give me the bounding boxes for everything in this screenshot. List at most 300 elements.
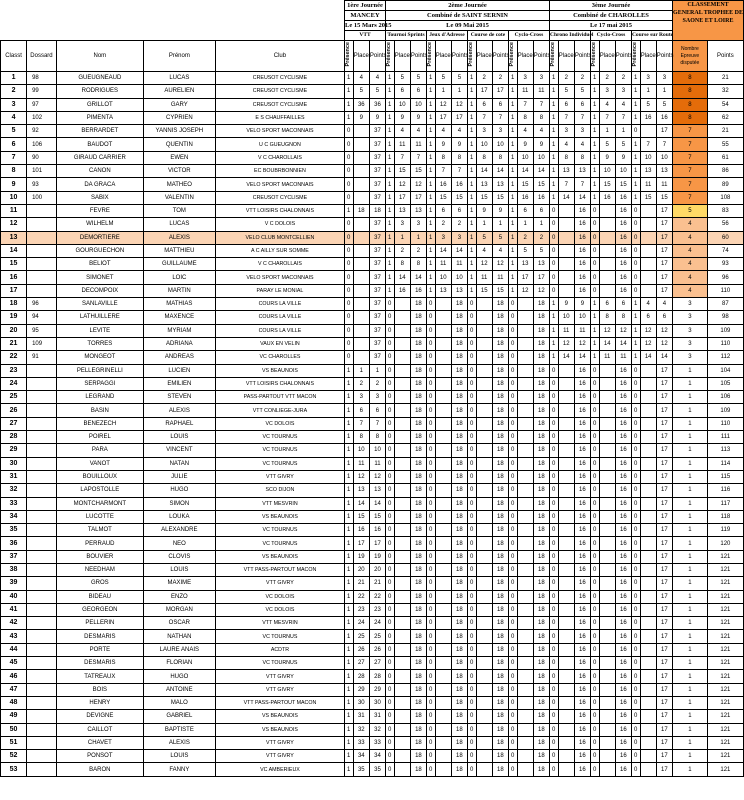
cell-points: 18: [410, 563, 426, 576]
table-header: [1, 1, 744, 72]
cell-presence: 1: [386, 204, 395, 217]
cell-prenom: GARY: [143, 98, 215, 111]
event3-title-1: 3ème Journée: [591, 2, 631, 9]
col-place: Place: [517, 41, 533, 72]
cell-place: [599, 457, 615, 470]
cell-presence: 0: [550, 590, 559, 603]
col-presence-label: Présence: [550, 42, 557, 67]
cell-place: [599, 231, 615, 244]
cell-points: 16: [615, 736, 631, 749]
cell-points: 37: [369, 125, 385, 138]
cell-place: 17: [394, 191, 410, 204]
cell-presence: 0: [467, 337, 476, 350]
cell-points: 14: [574, 191, 590, 204]
table-row: [1, 337, 744, 350]
cell-presence: 1: [467, 191, 476, 204]
cell-place: [476, 417, 492, 430]
cell-place: [353, 311, 369, 324]
col-presence: [590, 41, 599, 72]
cell-place: [558, 284, 574, 297]
cell-place: [476, 298, 492, 311]
cell-presence: 1: [427, 111, 436, 124]
cell-presence: 1: [550, 151, 559, 164]
table-row: [1, 484, 744, 497]
cell-presence: 0: [467, 550, 476, 563]
cell-club: COURS LA VILLE: [215, 311, 344, 324]
cell-club: VTT GIVRY: [215, 750, 344, 763]
cell-place: 5: [558, 85, 574, 98]
cell-points: 13: [492, 178, 508, 191]
cell-points: 18: [533, 524, 549, 537]
cell-nom: BOUVIER: [56, 550, 143, 563]
cell-presence: 0: [386, 444, 395, 457]
cell-nom: GIRAUD CARRIER: [56, 151, 143, 164]
cell-points: 16: [615, 404, 631, 417]
cell-nom: BASIN: [56, 404, 143, 417]
cell-presence: 0: [550, 417, 559, 430]
cell-place: [640, 391, 656, 404]
cell-presence: 1: [550, 178, 559, 191]
cell-presence: 1: [590, 72, 599, 85]
cell-presence: 1: [631, 85, 640, 98]
cell-nom: DESMARIS: [56, 657, 143, 670]
cell-points: 17: [656, 577, 672, 590]
cell-points: 16: [574, 763, 590, 776]
cell-place: [517, 603, 533, 616]
cell-place: [599, 723, 615, 736]
cell-place: [394, 670, 410, 683]
table-row: [1, 537, 744, 550]
cell-points: 17: [656, 524, 672, 537]
cell-presence: 0: [467, 431, 476, 444]
cell-place: [435, 657, 451, 670]
cell-dossard: [27, 723, 57, 736]
cell-place: [353, 324, 369, 337]
col-place: Place: [476, 41, 492, 72]
cell-place: [353, 151, 369, 164]
cell-points: 15: [410, 165, 426, 178]
cell-nom: NEEDHAM: [56, 563, 143, 576]
cell-points: 27: [369, 657, 385, 670]
cell-presence: 0: [631, 723, 640, 736]
cell-presence: 0: [631, 524, 640, 537]
cell-dossard: [27, 444, 57, 457]
cell-place: [517, 683, 533, 696]
cell-place: [394, 298, 410, 311]
cell-points: 17: [656, 537, 672, 550]
cell-nb-epreuves: 1: [673, 590, 708, 603]
cell-place: [599, 550, 615, 563]
cell-points: 16: [574, 537, 590, 550]
table-row: [1, 617, 744, 630]
cell-points: 18: [492, 550, 508, 563]
cell-presence: 0: [427, 763, 436, 776]
cell-place: 6: [435, 204, 451, 217]
cell-points: 18: [410, 710, 426, 723]
cell-place: 34: [353, 750, 369, 763]
cell-place: [476, 723, 492, 736]
cell-presence: 0: [467, 364, 476, 377]
cell-points: 6: [656, 311, 672, 324]
cell-points: 11: [615, 351, 631, 364]
cell-presence: 1: [631, 111, 640, 124]
cell-place: 8: [476, 151, 492, 164]
table-row: [1, 72, 744, 85]
cell-club: PARAY LE MONIAL: [215, 284, 344, 297]
cell-dossard: [27, 470, 57, 483]
col-dossard: Dossard: [27, 41, 57, 72]
cell-place: [353, 284, 369, 297]
table-row: [1, 683, 744, 696]
cell-presence: 1: [508, 284, 517, 297]
cell-place: 11: [476, 271, 492, 284]
cell-club: E S CHAUFFAILLES: [215, 111, 344, 124]
cell-presence: 1: [427, 218, 436, 231]
cell-place: 11: [353, 457, 369, 470]
cell-place: [599, 590, 615, 603]
cell-points: 18: [492, 603, 508, 616]
cell-points: 7: [533, 98, 549, 111]
event2-sub-adresse: [427, 31, 468, 41]
cell-place: [640, 444, 656, 457]
cell-presence: 0: [550, 750, 559, 763]
cell-presence: 0: [386, 431, 395, 444]
cell-points: 18: [492, 337, 508, 350]
table-row: [1, 510, 744, 523]
cell-points: 17: [656, 258, 672, 271]
cell-place: 5: [640, 98, 656, 111]
cell-nb-epreuves: 1: [673, 364, 708, 377]
cell-points: 33: [369, 736, 385, 749]
cell-place: [476, 603, 492, 616]
cell-points: 18: [492, 470, 508, 483]
cell-place: 9: [517, 138, 533, 151]
cell-presence: 1: [386, 111, 395, 124]
cell-points: 7: [410, 151, 426, 164]
cell-place: 15: [394, 165, 410, 178]
cell-points: 4: [533, 125, 549, 138]
cell-prenom: MALO: [143, 696, 215, 709]
cell-presence: 0: [550, 231, 559, 244]
cell-place: [558, 244, 574, 257]
cell-place: [517, 723, 533, 736]
cell-total-points: 121: [707, 550, 743, 563]
event1-sub-label: VTT: [359, 32, 371, 38]
cell-place: [558, 510, 574, 523]
cell-points: 17: [656, 590, 672, 603]
cell-place: [558, 630, 574, 643]
cell-place: [394, 537, 410, 550]
cell-place: 6: [517, 204, 533, 217]
cell-place: [558, 550, 574, 563]
cell-place: [394, 577, 410, 590]
cell-points: 10: [369, 444, 385, 457]
cell-dossard: 97: [27, 98, 57, 111]
cell-rank: 32: [1, 484, 27, 497]
cell-prenom: LAURE ANAIS: [143, 643, 215, 656]
header-blank: [1, 1, 345, 31]
col-points: Points: [369, 41, 385, 72]
cell-nb-epreuves: 7: [673, 125, 708, 138]
cell-points: 15: [492, 191, 508, 204]
cell-points: 18: [533, 630, 549, 643]
cell-dossard: [27, 497, 57, 510]
cell-place: 4: [353, 72, 369, 85]
cell-points: 18: [533, 696, 549, 709]
cell-nb-epreuves: 1: [673, 550, 708, 563]
cell-presence: 1: [550, 324, 559, 337]
table-row: [1, 111, 744, 124]
cell-club: VTT GIVRY: [215, 577, 344, 590]
cell-points: 10: [451, 271, 467, 284]
cell-place: [640, 510, 656, 523]
cell-points: 18: [451, 696, 467, 709]
cell-place: [558, 736, 574, 749]
cell-points: 18: [533, 298, 549, 311]
cell-place: 15: [353, 510, 369, 523]
cell-points: 7: [574, 111, 590, 124]
cell-presence: 1: [427, 85, 436, 98]
cell-presence: 0: [427, 550, 436, 563]
cell-place: 35: [353, 763, 369, 776]
cell-presence: 1: [550, 298, 559, 311]
event1-date: [345, 21, 392, 31]
cell-place: 7: [353, 417, 369, 430]
cell-rank: 24: [1, 377, 27, 390]
cell-points: 6: [492, 98, 508, 111]
event2-title-1: 2ème Journée: [448, 2, 487, 9]
cell-place: [517, 444, 533, 457]
event2-sub-label-2: Jeux d'Adresse: [429, 32, 465, 38]
cell-place: [394, 431, 410, 444]
cell-points: 15: [492, 284, 508, 297]
cell-presence: 0: [508, 444, 517, 457]
cell-place: [476, 643, 492, 656]
cell-place: [599, 271, 615, 284]
cell-presence: 0: [467, 590, 476, 603]
cell-points: 18: [410, 630, 426, 643]
cell-place: [558, 377, 574, 390]
cell-place: 15: [476, 191, 492, 204]
cell-place: 12: [517, 284, 533, 297]
cell-place: [517, 630, 533, 643]
cell-place: [435, 617, 451, 630]
cell-place: 16: [435, 178, 451, 191]
cell-presence: 0: [427, 563, 436, 576]
cell-presence: 0: [508, 510, 517, 523]
cell-points: 18: [492, 324, 508, 337]
cell-points: 17: [656, 231, 672, 244]
cell-club: VELO CLUB MONTCELLIEN: [215, 231, 344, 244]
cell-points: 16: [574, 431, 590, 444]
table-row: [1, 750, 744, 763]
cell-presence: 0: [467, 683, 476, 696]
cell-presence: 0: [550, 484, 559, 497]
cell-presence: 1: [590, 337, 599, 350]
cell-presence: 0: [345, 165, 354, 178]
cell-points: 18: [410, 550, 426, 563]
table-row: [1, 657, 744, 670]
cell-place: [435, 497, 451, 510]
cell-presence: 0: [386, 404, 395, 417]
classement-general-header: [673, 1, 744, 41]
cell-place: 2: [394, 244, 410, 257]
table-row: [1, 763, 744, 776]
cell-presence: 0: [590, 736, 599, 749]
cell-presence: 0: [508, 550, 517, 563]
cell-club: PASS-PARTOUT VTT MACON: [215, 391, 344, 404]
cell-club: CREUSOT CYCLISME: [215, 85, 344, 98]
cell-rank: 43: [1, 630, 27, 643]
cell-place: [558, 391, 574, 404]
cell-club: CREUSOT CYCLISME: [215, 72, 344, 85]
cell-points: 28: [369, 670, 385, 683]
cell-points: 18: [533, 404, 549, 417]
cell-presence: 0: [467, 563, 476, 576]
cell-place: [435, 630, 451, 643]
cell-points: 10: [533, 151, 549, 164]
cell-presence: 0: [550, 763, 559, 776]
cell-nb-epreuves: 1: [673, 537, 708, 550]
cell-total-points: 55: [707, 138, 743, 151]
cell-place: [353, 231, 369, 244]
cell-place: [517, 550, 533, 563]
cell-presence: 0: [631, 657, 640, 670]
cell-place: [353, 271, 369, 284]
cell-presence: 0: [508, 431, 517, 444]
cell-presence: 0: [467, 630, 476, 643]
cell-points: 16: [574, 563, 590, 576]
cell-points: 18: [451, 723, 467, 736]
cell-presence: 0: [590, 284, 599, 297]
cell-presence: 0: [631, 670, 640, 683]
cell-place: 5: [476, 231, 492, 244]
cell-place: [394, 710, 410, 723]
cell-place: [517, 537, 533, 550]
cell-points: 37: [369, 324, 385, 337]
cell-nom: DESMARIS: [56, 630, 143, 643]
cell-place: [353, 298, 369, 311]
table-row: [1, 736, 744, 749]
cell-place: 13: [435, 284, 451, 297]
cell-place: [558, 524, 574, 537]
cell-presence: 0: [590, 577, 599, 590]
cell-place: [640, 457, 656, 470]
cell-place: [435, 391, 451, 404]
cell-presence: 0: [386, 298, 395, 311]
cell-presence: 1: [508, 111, 517, 124]
event2-sub-label-1: Tournoi Sprints: [387, 32, 425, 38]
cell-total-points: 83: [707, 204, 743, 217]
cell-place: [599, 258, 615, 271]
cell-points: 16: [656, 111, 672, 124]
cell-points: 7: [369, 417, 385, 430]
event3-title: [550, 1, 673, 11]
cell-points: 4: [615, 98, 631, 111]
cell-presence: 0: [590, 444, 599, 457]
cell-points: 37: [369, 178, 385, 191]
cell-presence: 1: [345, 404, 354, 417]
cell-nom: PORTE: [56, 643, 143, 656]
cell-nb-epreuves: 1: [673, 563, 708, 576]
cell-points: 17: [656, 457, 672, 470]
cell-place: [599, 670, 615, 683]
cell-place: [435, 643, 451, 656]
cell-points: 16: [615, 364, 631, 377]
cell-points: 23: [369, 603, 385, 616]
cell-place: 31: [353, 710, 369, 723]
cell-place: [476, 763, 492, 776]
cell-nom: LATHUILLERE: [56, 311, 143, 324]
cell-points: 18: [533, 337, 549, 350]
cell-points: 10: [574, 311, 590, 324]
cell-presence: 0: [467, 670, 476, 683]
cell-place: [599, 364, 615, 377]
table-row: [1, 563, 744, 576]
cell-dossard: [27, 710, 57, 723]
cell-points: 16: [574, 696, 590, 709]
cell-place: [640, 125, 656, 138]
cell-points: 16: [615, 590, 631, 603]
cell-dossard: [27, 750, 57, 763]
cell-place: [640, 763, 656, 776]
cell-presence: 0: [590, 258, 599, 271]
cell-points: 18: [492, 683, 508, 696]
cell-presence: 0: [467, 311, 476, 324]
cell-presence: 1: [345, 364, 354, 377]
cell-points: 18: [533, 537, 549, 550]
cell-place: [517, 484, 533, 497]
cell-nom: SERPAGGI: [56, 377, 143, 390]
cell-presence: 0: [427, 603, 436, 616]
cell-total-points: 121: [707, 683, 743, 696]
cell-points: 18: [410, 391, 426, 404]
cell-nb-epreuves: 3: [673, 311, 708, 324]
cell-place: 16: [599, 191, 615, 204]
cell-rank: 34: [1, 510, 27, 523]
cell-place: 13: [517, 258, 533, 271]
cell-club: EC BOUBRBONNIEN: [215, 165, 344, 178]
cell-presence: 0: [467, 457, 476, 470]
cell-place: [558, 537, 574, 550]
cell-points: 18: [410, 470, 426, 483]
cell-place: 17: [517, 271, 533, 284]
cell-place: [640, 231, 656, 244]
cell-total-points: 54: [707, 98, 743, 111]
cell-total-points: 86: [707, 165, 743, 178]
cell-points: 34: [369, 750, 385, 763]
cell-presence: 0: [427, 444, 436, 457]
cell-nb-epreuves: 1: [673, 444, 708, 457]
cell-presence: 1: [508, 151, 517, 164]
cell-presence: 1: [467, 258, 476, 271]
cell-points: 37: [369, 351, 385, 364]
cell-points: 18: [451, 763, 467, 776]
cell-place: [517, 351, 533, 364]
cell-presence: 0: [631, 417, 640, 430]
cell-presence: 0: [590, 457, 599, 470]
cell-presence: 0: [386, 670, 395, 683]
cell-place: [599, 710, 615, 723]
cell-presence: 0: [508, 298, 517, 311]
event2-title: [386, 1, 550, 11]
cell-points: 16: [369, 524, 385, 537]
cell-place: [394, 643, 410, 656]
cell-presence: 0: [467, 298, 476, 311]
cell-presence: 0: [550, 670, 559, 683]
cell-points: 6: [533, 204, 549, 217]
cell-presence: 0: [631, 590, 640, 603]
